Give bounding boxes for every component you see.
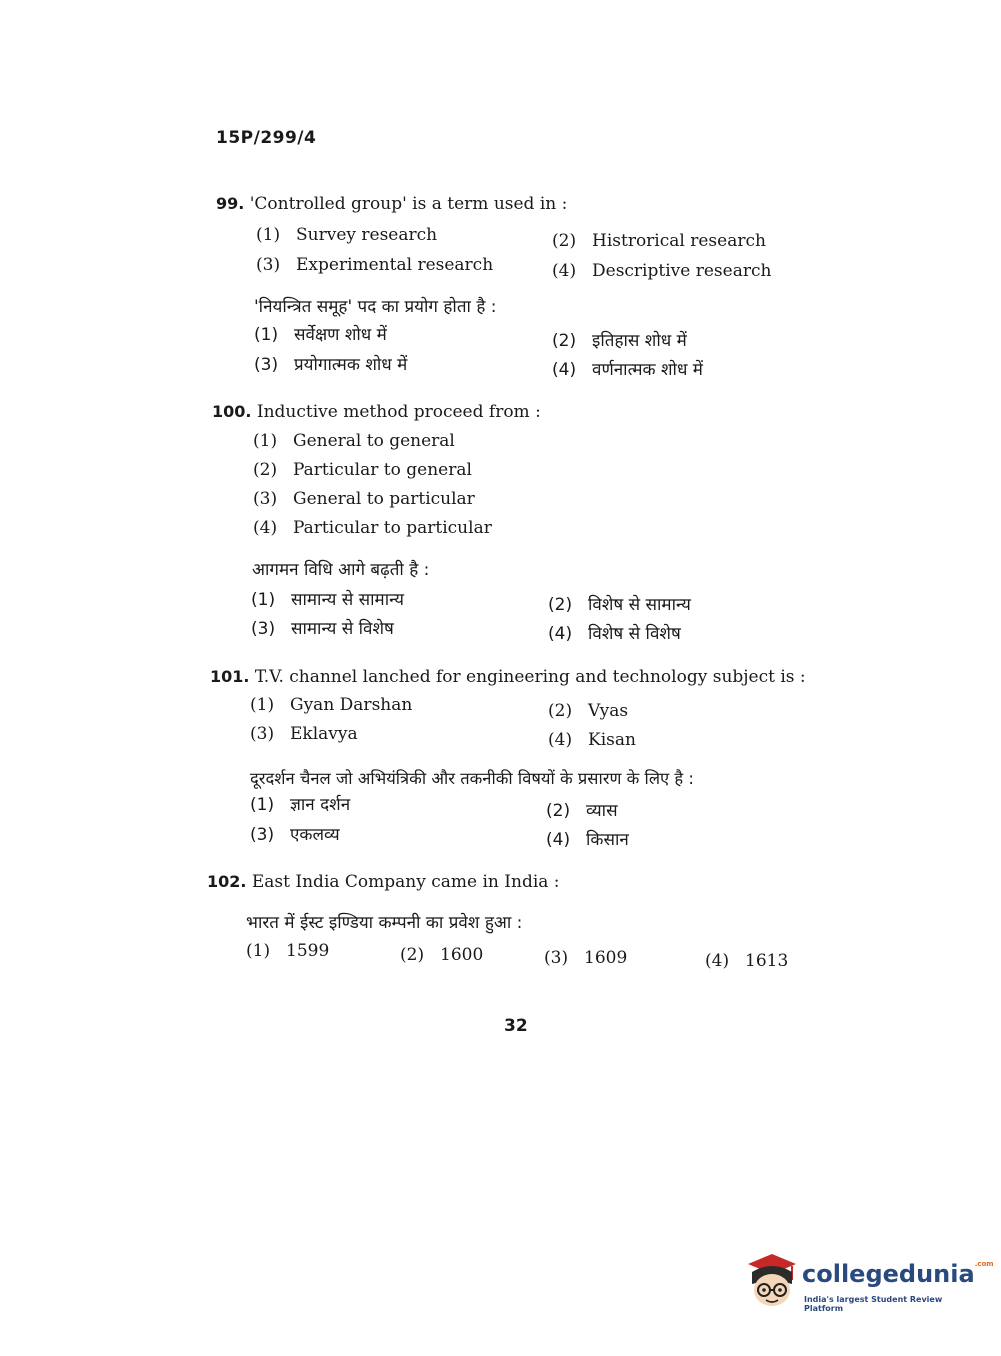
option-1: (1) 1599 <box>246 941 330 961</box>
option-2-en: (2) Histrorical research <box>552 231 766 251</box>
option-3-hi: (3) सामान्य से विशेष <box>251 619 394 639</box>
option-2-hi: (2) विशेष से सामान्य <box>548 595 691 615</box>
option-1-hi: (1) सर्वेक्षण शोध में <box>254 325 387 345</box>
option-3-hi: (3) प्रयोगात्मक शोध में <box>254 355 408 375</box>
collegedunia-logo <box>742 1250 994 1314</box>
question-number: 102. <box>207 872 247 891</box>
logo-text: collegedunia <box>802 1260 975 1288</box>
question-stem-en: T.V. channel lanched for engineering and technology subject is : <box>254 667 806 687</box>
question-number: 100. <box>212 402 252 421</box>
page-number: 32 <box>504 1016 528 1036</box>
option-2-hi: (2) इतिहास शोध में <box>552 331 687 351</box>
option-4-hi: (4) विशेष से विशेष <box>548 624 681 644</box>
option-3-en: (3) Experimental research <box>256 255 494 275</box>
question-number: 101. <box>210 667 250 686</box>
mascot-icon <box>742 1250 800 1312</box>
option-2-en: (2) Particular to general <box>253 460 472 480</box>
option-4-hi: (4) किसान <box>546 830 629 850</box>
question-number: 99. <box>216 194 245 213</box>
option-2: (2) 1600 <box>400 945 484 965</box>
option-1-en: (1) Survey research <box>256 225 438 245</box>
question-stem-hi: दूरदर्शन चैनल जो अभियंत्रिकी और तकनीकी विषयों के प्रसारण के लिए है : <box>250 769 694 788</box>
option-1-en: (1) Gyan Darshan <box>250 695 413 715</box>
logo-suffix: .com <box>974 1260 994 1268</box>
option-3-en: (3) Eklavya <box>250 724 358 744</box>
question-stem-en: Inductive method proceed from : <box>256 402 541 422</box>
option-3-hi: (3) एकलव्य <box>250 825 340 845</box>
option-2-hi: (2) व्यास <box>546 801 618 821</box>
option-4-en: (4) Particular to particular <box>253 518 492 538</box>
question-stem-en: East India Company came in India : <box>251 872 560 892</box>
logo-tagline: India's largest Student Review Platform <box>804 1295 943 1313</box>
option-4-en: (4) Kisan <box>548 730 636 750</box>
option-4: (4) 1613 <box>705 951 789 971</box>
option-1-hi: (1) सामान्य से सामान्य <box>251 590 404 610</box>
page-code: 15P/299/4 <box>216 128 317 148</box>
option-2-en: (2) Vyas <box>548 701 629 721</box>
option-3: (3) 1609 <box>544 948 628 968</box>
question-stem-hi: 'नियन्त्रित समूह' पद का प्रयोग होता है : <box>254 297 497 317</box>
question-stem-hi: भारत में ईस्ट इण्डिया कम्पनी का प्रवेश हुआ : <box>246 913 523 933</box>
option-1-hi: (1) ज्ञान दर्शन <box>250 795 351 815</box>
option-4-en: (4) Descriptive research <box>552 261 772 281</box>
option-3-en: (3) General to particular <box>253 489 475 509</box>
question-stem-hi: आगमन विधि आगे बढ़ती है : <box>252 560 430 580</box>
option-1-en: (1) General to general <box>253 431 455 451</box>
question-stem-en: 'Controlled group' is a term used in : <box>249 194 568 214</box>
option-4-hi: (4) वर्णनात्मक शोध में <box>552 360 703 380</box>
